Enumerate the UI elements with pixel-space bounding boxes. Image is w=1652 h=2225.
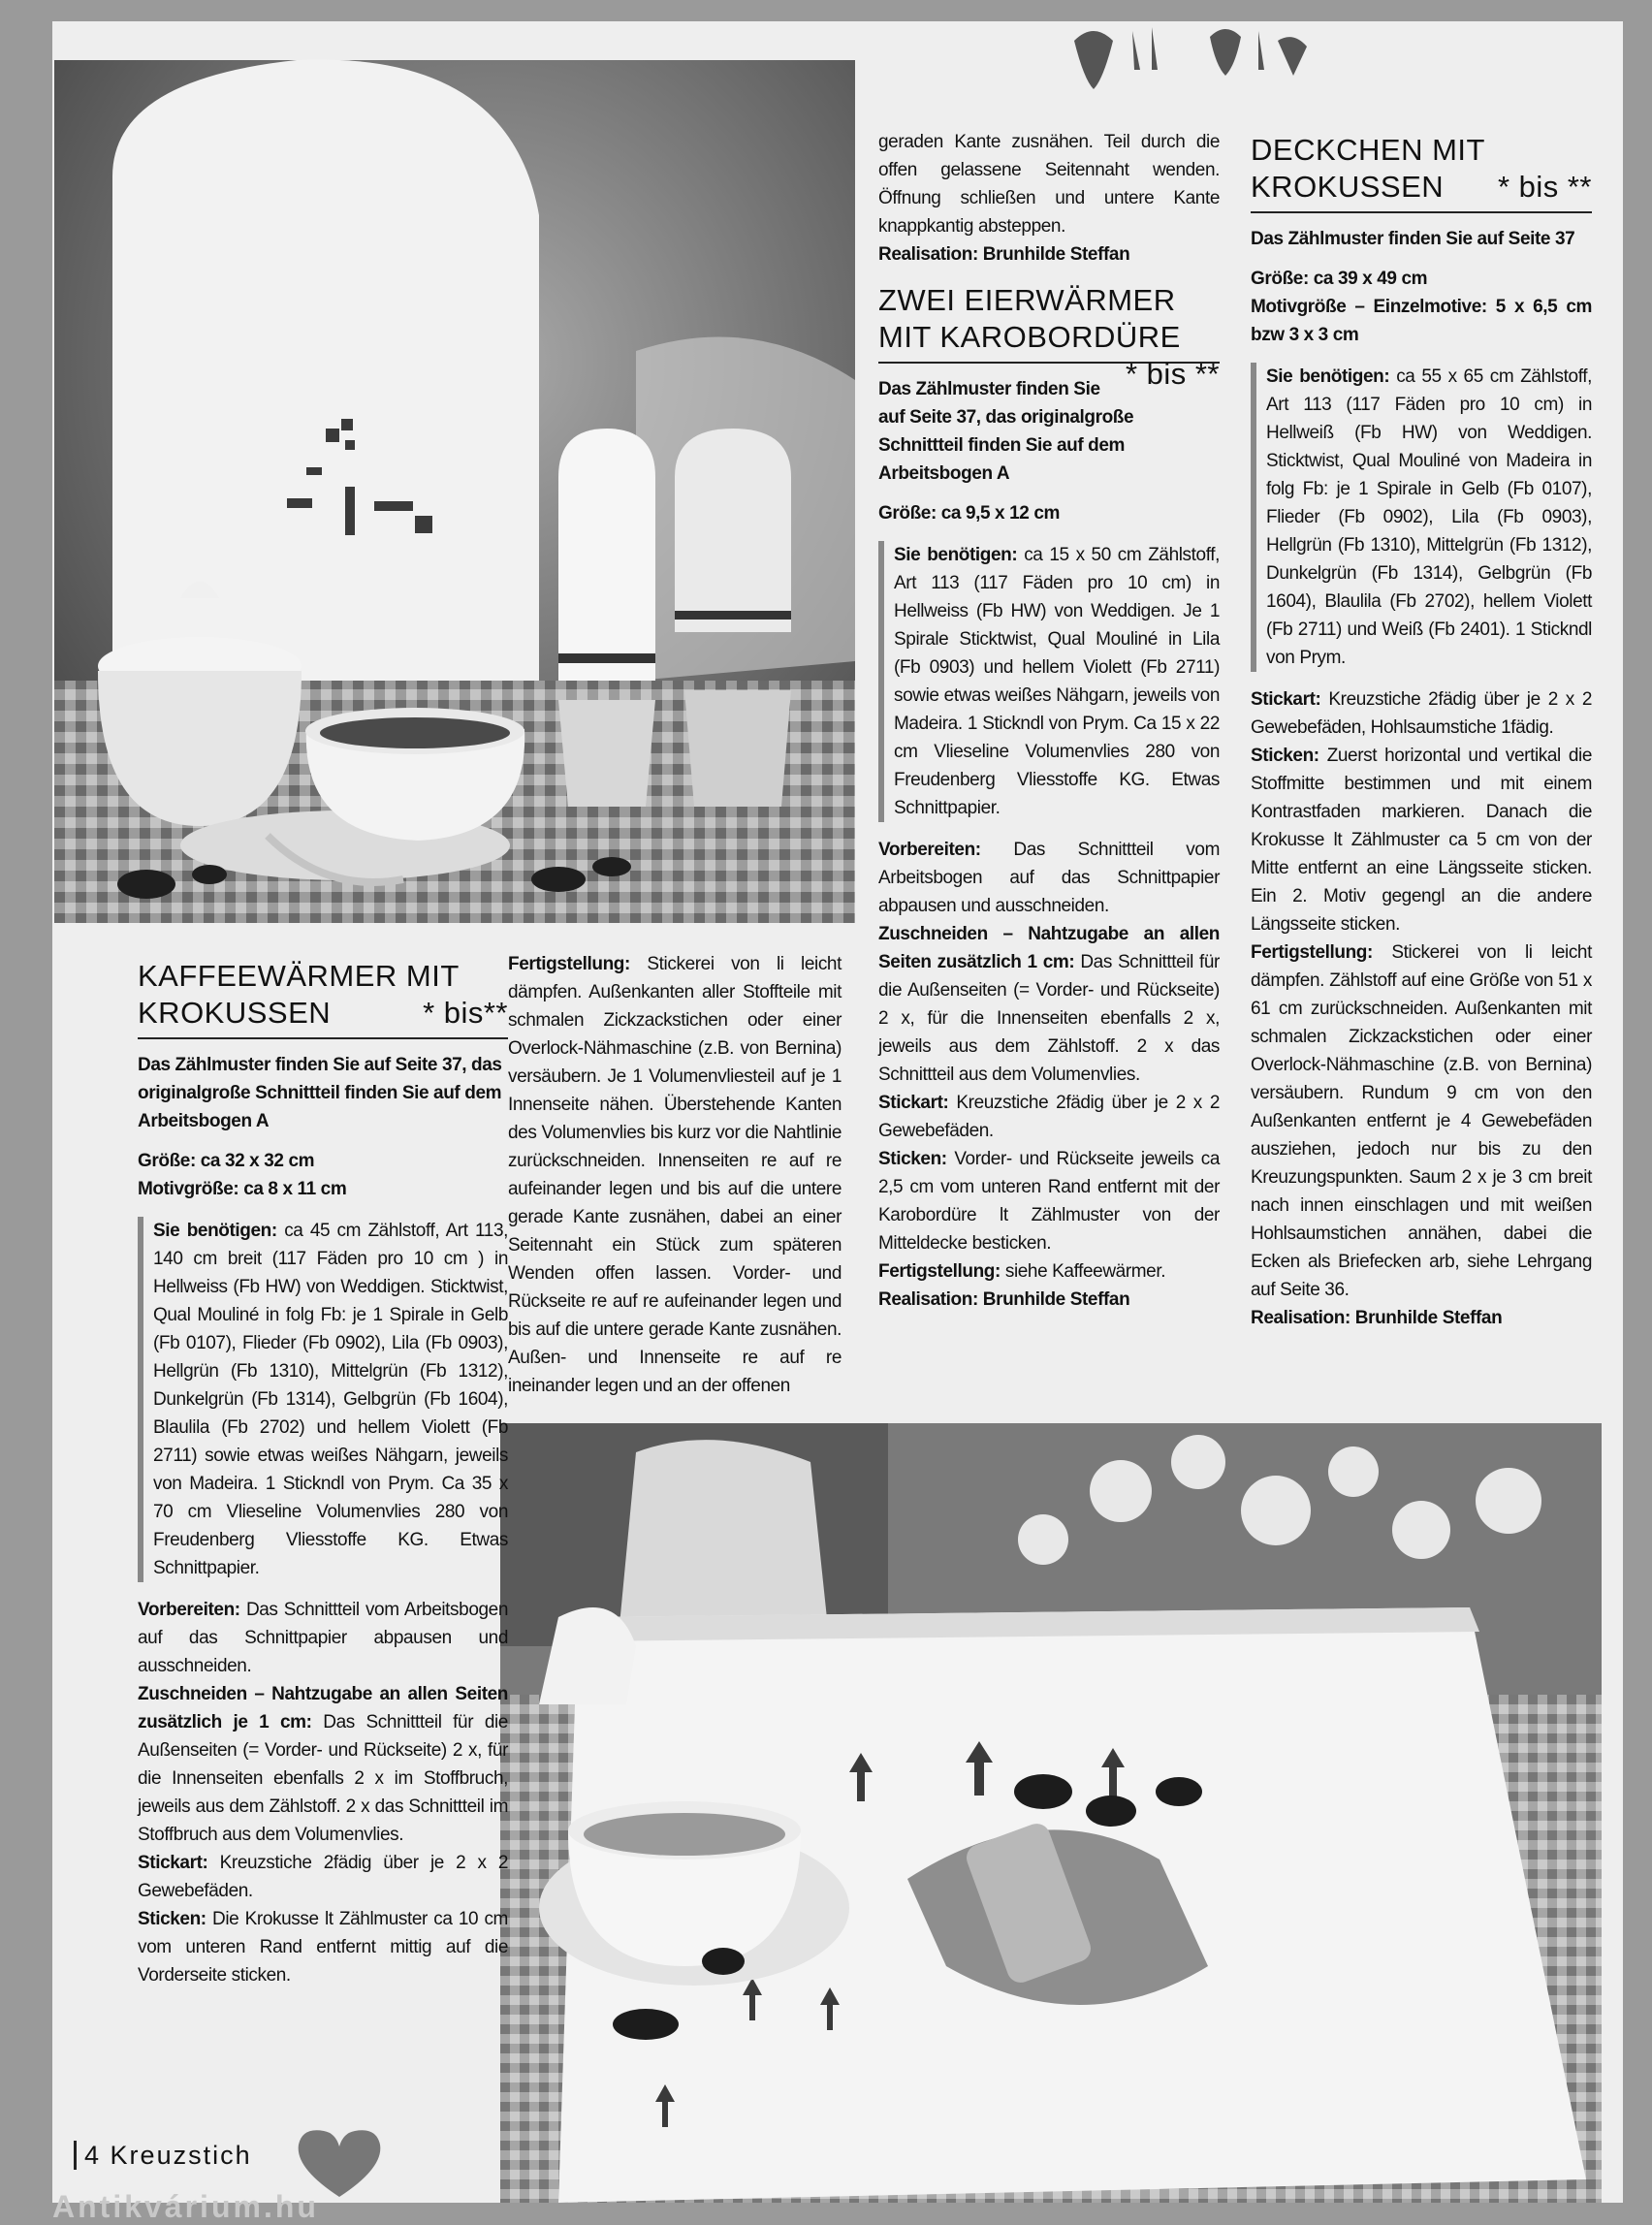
- stitch-step: Stickart: Kreuzstiche 2fädig über je 2 x 2 Gewebefäden.: [878, 1093, 1221, 1141]
- embroider-step: Sticken: Zuerst horizontal und vertikal die Stoffmitte bestimmen und mit einem Kontrastfaden markieren. Danach die Krokusse lt Zählmuster ca 5 cm von der Mitte entfernt an eine Längsseite sticken. Ein 2. Motiv gegengl an die andere Längsseite sticken.: [1251, 746, 1592, 935]
- column-eierwaermer: [878, 128, 1220, 1314]
- cut-step: Zuschneiden – Nahtzugabe an allen Seiten zusätzlich je 1 cm: Das Schnittteil für die Außenseiten (= Vorder- und Rückseite) 2 x, für die Innenseiten ebenfalls 2 x im Stoffbruch, jeweils aus dem Zählstoff. 2 x das Schnittteil im Stoffbruch aus dem Volumenvlies.: [138, 1684, 508, 1845]
- heading-deckchen: DECKCHEN MIT KROKUSSEN * bis **: [1251, 132, 1592, 213]
- doily-photo: [500, 1423, 1602, 2203]
- pattern-reference: Das Zählmuster finden Sie auf Seite 37: [1251, 229, 1575, 249]
- heading-eierwaermer: ZWEI EIERWÄRMER MIT KAROBORDÜRE * bis **: [878, 283, 1220, 391]
- finish-step: Fertigstellung: Stickerei von li leicht dämpfen. Zählstoff auf eine Größe von 51 x 61 cm zurückschneiden. Außenkanten mit schmalen Zickzackstichen oder einer Overlock-Nähmaschine (z.B. von Bernina) versäubern. Rundum 9 cm von den Außenkanten entfernt je 4 Gewebefäden ausziehen, jedoch nur bis zu den Kreuzungspunkten. Saum 2 x je 3 cm breit nach innen einschlagen und mit weißen Hohlsaumstichen annähen, dabei die Ecken als Briefecken arb, siehe Lehrgang auf Seite 36.: [1251, 942, 1592, 1300]
- size-info: Größe: ca 32 x 32 cm: [138, 1151, 315, 1171]
- prep-step: Vorbereiten: Das Schnittteil vom Arbeitsbogen auf das Schnittpapier abpausen und ausschneiden.: [138, 1600, 508, 1676]
- size-info: Größe: ca 39 x 49 cm: [1251, 269, 1428, 289]
- credit: Realisation: Brunhilde Steffan: [878, 244, 1130, 265]
- motif-size-info: Motivgröße: ca 8 x 11 cm: [138, 1179, 347, 1199]
- pattern-reference: Das Zählmuster finden Sie auf Seite 37, das originalgroße Schnittteil finden Sie auf dem Arbeitsbogen A: [138, 1055, 502, 1131]
- magazine-name: Kreuzstich: [110, 2141, 252, 2170]
- page-number: 4: [84, 2141, 102, 2170]
- difficulty-stars: * bis **: [1125, 357, 1220, 391]
- finish-step: Fertigstellung: siehe Kaffeewärmer.: [878, 1261, 1166, 1282]
- page-footer: [74, 2141, 252, 2170]
- tea-cozy-photo: [54, 60, 855, 923]
- column-kaffeewaermer: [138, 958, 508, 1989]
- motif-size-info: Motivgröße – Einzelmotive: 5 x 6,5 cm bzw 3 x 3 cm: [1251, 297, 1592, 345]
- pattern-reference: Das Zählmuster finden Sie auf Seite 37, das originalgroße Schnittteil finden Sie auf dem Arbeitsbogen A: [878, 379, 1134, 484]
- difficulty-stars: * bis **: [1497, 170, 1592, 204]
- crocus-motif-top-icon: [1055, 21, 1317, 103]
- difficulty-stars: * bis**: [423, 996, 508, 1030]
- column-kaffeewaermer-cont: [508, 950, 842, 1400]
- stitch-step: Stickart: Kreuzstiche 2fädig über je 2 x 2 Gewebefäden, Hohlsaumstiche 1fädig.: [1251, 689, 1593, 738]
- continued-text: geraden Kante zusnähen. Teil durch die offen gelassene Seitennaht wenden. Öffnung schließen und untere Kante knappkantig absteppen.: [878, 132, 1220, 237]
- magazine-page: [52, 21, 1623, 2224]
- size-info: Größe: ca 9,5 x 12 cm: [878, 503, 1060, 524]
- credit: Realisation: Brunhilde Steffan: [878, 1289, 1130, 1310]
- watermark: Antikvárium.hu: [52, 2189, 319, 2224]
- column-deckchen: [1251, 132, 1592, 1332]
- credit: Realisation: Brunhilde Steffan: [1251, 1308, 1503, 1328]
- materials-block: Sie benötigen: ca 55 x 65 cm Zählstoff, Art 113 (117 Fäden pro 10 cm) in Hellweiß (Fb HW) von Weddigen. Sticktwist, Qual Mouliné von Madeira in folg Fb: je 1 Spirale in Gelb (Fb 0107), Flieder (Fb 0902), Lila (Fb 0903), Hellgrün (Fb 1310), Mittelgrün (Fb 1312), Dunkelgrün (Fb 1314), Gelbgrün (Fb 1604), Blaulila (Fb 2702), hellem Violett (Fb 2711) und Weiß (Fb 2401). 1 Stickndl von Prym.: [1251, 363, 1592, 672]
- materials-block: Sie benötigen: ca 15 x 50 cm Zählstoff, Art 113 (117 Fäden pro 10 cm) in Hellweiss (Fb HW) von Weddigen. Je 1 Spirale Sticktwist, Qual Mouliné in Lila (Fb 0903) und hellem Violett (Fb 2711) sowie etwas weißes Nähgarn, jeweils von Madeira. 1 Stickndl von Prym. Ca 15 x 22 cm Vlieseline Volumenvlies 280 von Freudenberg Vliesstoffe KG. Etwas Schnittpapier.: [878, 541, 1220, 822]
- prep-step: Vorbereiten: Das Schnittteil vom Arbeitsbogen auf das Schnittpapier abpausen und ausschneiden.: [878, 840, 1220, 916]
- materials-block: Sie benötigen: ca 45 cm Zählstoff, Art 113, 140 cm breit (117 Fäden pro 10 cm ) in Hellweiss (Fb HW) von Weddigen. Sticktwist, Qual Mouliné in folg Fb: je 1 Spirale in Gelb (Fb 0107), Flieder (Fb 0902), Lila (Fb 0903), Hellgrün (Fb 1310), Mittelgrün (Fb 1312), Dunkelgrün (Fb 1314), Gelbgrün (Fb 1604), Blaulila (Fb 2702) und hellem Violett (Fb 2711) sowie etwas weißes Nähgarn, jeweils von Madeira. 1 Stickndl von Prym. Ca 35 x 70 cm Vlieseline Volumenvlies 280 von Freudenberg Vliesstoffe KG. Etwas Schnittpapier.: [138, 1217, 508, 1582]
- stitch-step: Stickart: Kreuzstiche 2fädig über je 2 x 2 Gewebefäden.: [138, 1853, 508, 1901]
- embroider-step: Sticken: Die Krokusse lt Zählmuster ca 10 cm vom unteren Rand entfernt mittig auf die Vorderseite sticken.: [138, 1909, 508, 1986]
- embroider-step: Sticken: Vorder- und Rückseite jeweils ca 2,5 cm vom unteren Rand entfernt mit der Karobordüre lt Zählmuster von der Mitteldecke besticken.: [878, 1149, 1220, 1254]
- finish-step: Fertigstellung: Stickerei von li leicht dämpfen. Außenkanten aller Stoffteile mit schmalen Zickzackstichen oder einer Overlock-Nähmaschine (z.B. von Bernina) versäubern. Je 1 Volumenvliesteil auf je 1 Innenseite nähen. Überstehende Kanten des Volumenvlies bis kurz vor die Nahtlinie zurückschneiden. Innenseiten re auf re aufeinander legen und bis auf die untere gerade Kante zusnähen, dabei an einer Seitennaht ein Stück zum späteren Wenden offen lassen. Vorder- und Rückseite re auf re aufeinander legen und bis auf die untere gerade Kante zusnähen. Außen- und Innenseite re auf re ineinander legen und an der offenen: [508, 954, 842, 1396]
- heading-kaffeewaermer: KAFFEEWÄRMER MIT KROKUSSEN * bis**: [138, 958, 508, 1039]
- cut-step: Zuschneiden – Nahtzugabe an allen Seiten zusätzlich 1 cm: Das Schnittteil für die Außenseiten (= Vorder- und Rückseite) 2 x, für die Innenseiten ebenfalls 2 x, jeweils aus dem Zählstoff. 2 x das Schnittteil aus dem Volumenvlies.: [878, 924, 1220, 1085]
